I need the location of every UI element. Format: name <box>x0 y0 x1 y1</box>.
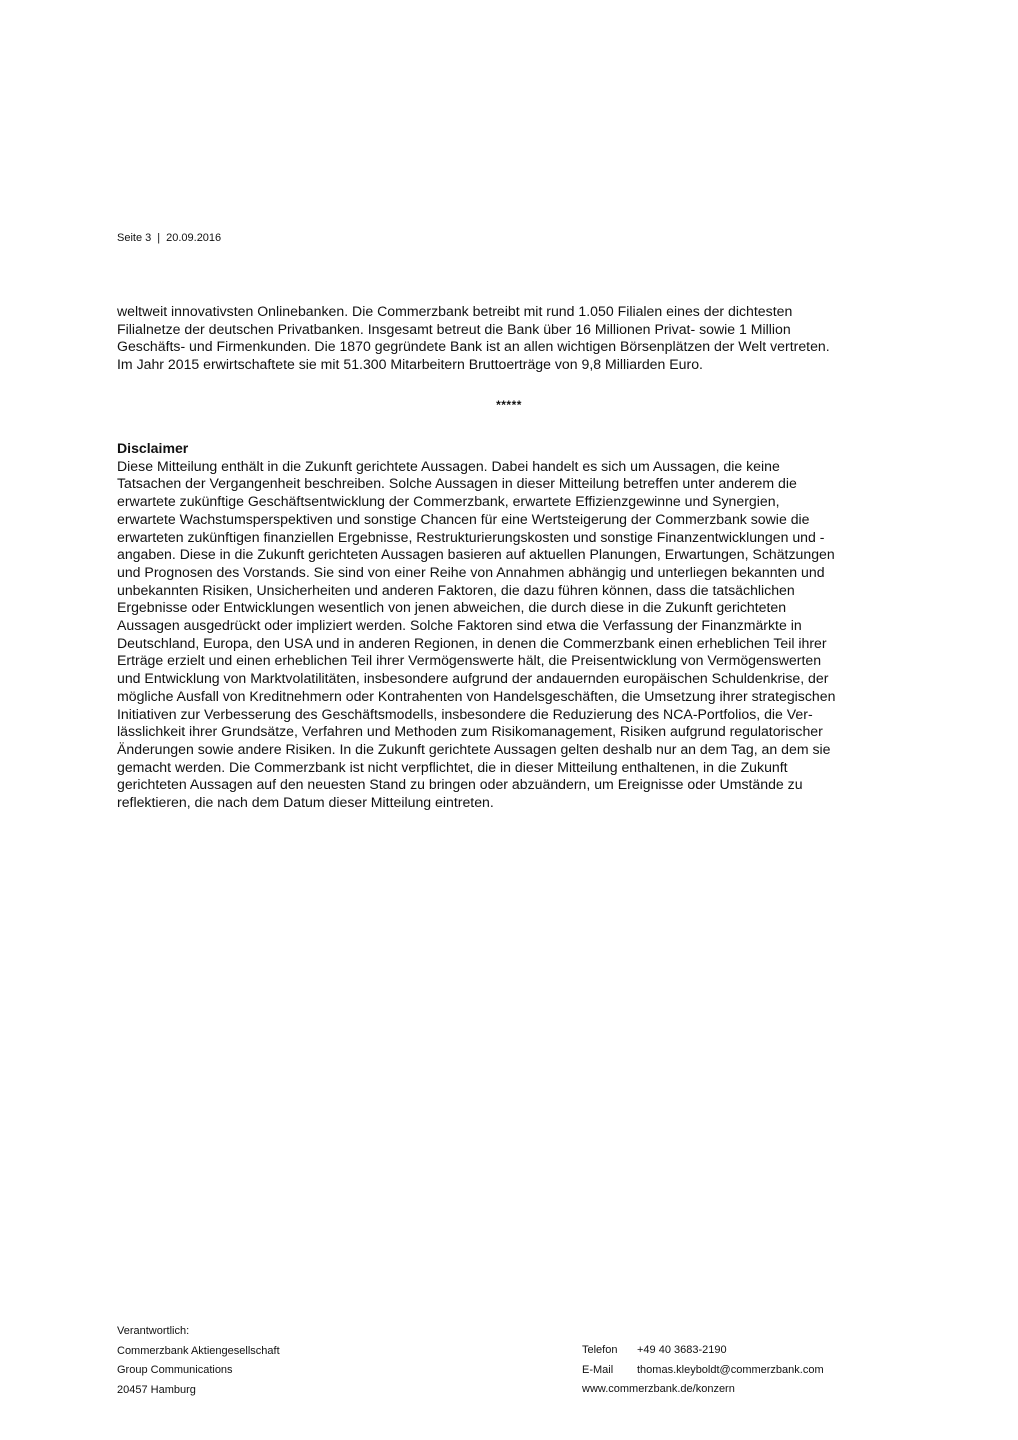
disclaimer-line: erwartete zukünftige Geschäftsentwicklung der Commerzbank, erwartete Effizienzgewinne und Synergien, <box>117 493 780 510</box>
disclaimer-line: Tatsachen der Vergangenheit beschreiben. Solche Aussagen in dieser Mitteilung betreffen unter anderem die <box>117 475 797 492</box>
intro-paragraph <box>117 303 917 374</box>
disclaimer-line: unbekannten Risiken, Unsicherheiten und anderen Faktoren, die dazu führen können, dass die tatsächlichen <box>117 581 795 598</box>
footer-phone-label: Telefon <box>582 1344 618 1356</box>
footer-company: Commerzbank Aktiengesellschaft <box>117 1344 280 1357</box>
disclaimer-line: Änderungen sowie andere Risiken. In die Zukunft gerichtete Aussagen gelten deshalb nur an dem Tag, an dem sie <box>117 740 831 757</box>
disclaimer-line: Erträge erzielt und einen erheblichen Teil ihrer Vermögenswerte hält, die Preisentwicklung von Vermögenswerten <box>117 652 822 669</box>
disclaimer-line: lässlichkeit ihrer Grundsätze, Verfahren und Methoden zum Risikomanagement, Risiken aufgrund regulatorischer <box>117 723 823 740</box>
footer-contact-company <box>117 1322 280 1400</box>
footer-phone[interactable]: +49 40 3683-2190 <box>637 1344 727 1356</box>
intro-line: Filialnetze der deutschen Privatbanken. Insgesamt betreut die Bank über 16 Millionen Privat- sowie 1 Million <box>117 320 791 337</box>
disclaimer-line: Initiativen zur Verbesserung des Geschäftsmodells, insbesondere die Reduzierung des NCA-Portfolios, die Ver- <box>117 705 813 722</box>
disclaimer-line: Diese Mitteilung enthält in die Zukunft gerichtete Aussagen. Dabei handelt es sich um Aussagen, die keine <box>117 457 780 474</box>
footer-email-link[interactable]: thomas.kleyboldt@commerzbank.com <box>637 1363 824 1376</box>
footer-phone-row <box>582 1341 824 1361</box>
disclaimer-line: gerichteten Aussagen auf den neuesten Stand zu bringen oder abzuändern, um Ereignisse oder Umstände zu <box>117 776 803 793</box>
page-date: 20.09.2016 <box>166 232 222 244</box>
disclaimer-line: gemacht werden. Die Commerzbank ist nicht verpflichtet, die in dieser Mitteilung enthaltenen, in die Zukunft <box>117 758 788 775</box>
disclaimer-line: und Prognosen des Vorstands. Sie sind von einer Reihe von Annahmen abhängig und unterliegen bekannten und <box>117 563 825 580</box>
section-separator: ***** <box>496 398 522 412</box>
page-number: Seite 3 <box>117 232 152 244</box>
intro-line: Geschäfts- und Firmenkunden. Die 1870 gegründete Bank ist an allen wichtigen Börsenplätzen der Welt vertreten. <box>117 338 830 355</box>
page-header <box>117 231 221 245</box>
footer-email-label: E-Mail <box>582 1363 614 1376</box>
disclaimer-line: Ergebnisse oder Entwicklungen wesentlich von jenen abweichen, die durch diese in die Zukunft gerichteten <box>117 599 787 616</box>
header-separator: | <box>157 232 161 244</box>
disclaimer-line: erwartete Wachstumsperspektiven und sonstige Chancen für eine Wertsteigerung der Commerzbank sowie die <box>117 510 810 527</box>
intro-line: weltweit innovativsten Onlinebanken. Die Commerzbank betreibt mit rund 1.050 Filialen eines der dichtesten <box>117 303 793 319</box>
footer-website-link[interactable]: www.commerzbank.de/konzern <box>582 1383 735 1395</box>
footer-address: 20457 Hamburg <box>117 1383 196 1396</box>
disclaimer-section <box>117 440 917 812</box>
disclaimer-line: angaben. Diese in die Zukunft gerichteten Aussagen basieren auf aktuellen Planungen, Erwartungen, Schätzungen <box>117 546 835 563</box>
disclaimer-title: Disclaimer <box>117 440 189 456</box>
disclaimer-line: reflektieren, die nach dem Datum dieser Mitteilung eintreten. <box>117 794 494 811</box>
disclaimer-line: und Entwicklung von Marktvolatilitäten, insbesondere aufgrund der andauernden europäischen Schuldenkrise, der <box>117 670 829 687</box>
footer-email-row <box>582 1361 824 1381</box>
footer-responsible-label: Verantwortlich: <box>117 1325 190 1337</box>
disclaimer-line: Aussagen ausgedrückt oder impliziert werden. Solche Faktoren sind etwa die Verfassung der Finanzmärkte in <box>117 617 802 634</box>
footer-department: Group Communications <box>117 1364 233 1376</box>
intro-line: Im Jahr 2015 erwirtschaftete sie mit 51.300 Mitarbeitern Bruttoerträge von 9,8 Milliarden Euro. <box>117 356 703 373</box>
disclaimer-line: erwarteten zukünftigen finanziellen Ergebnisse, Restrukturierungskosten und sonstige Finanzentwicklungen und - <box>117 528 825 545</box>
footer-contact-details <box>582 1341 824 1400</box>
disclaimer-paragraph <box>117 458 917 812</box>
disclaimer-line: mögliche Ausfall von Kreditnehmern oder Kontrahenten von Handelsgeschäften, die Umsetzung ihrer strategischen <box>117 687 836 704</box>
disclaimer-line: Deutschland, Europa, den USA und in anderen Regionen, in denen die Commerzbank einen erheblichen Teil ihrer <box>117 634 827 651</box>
